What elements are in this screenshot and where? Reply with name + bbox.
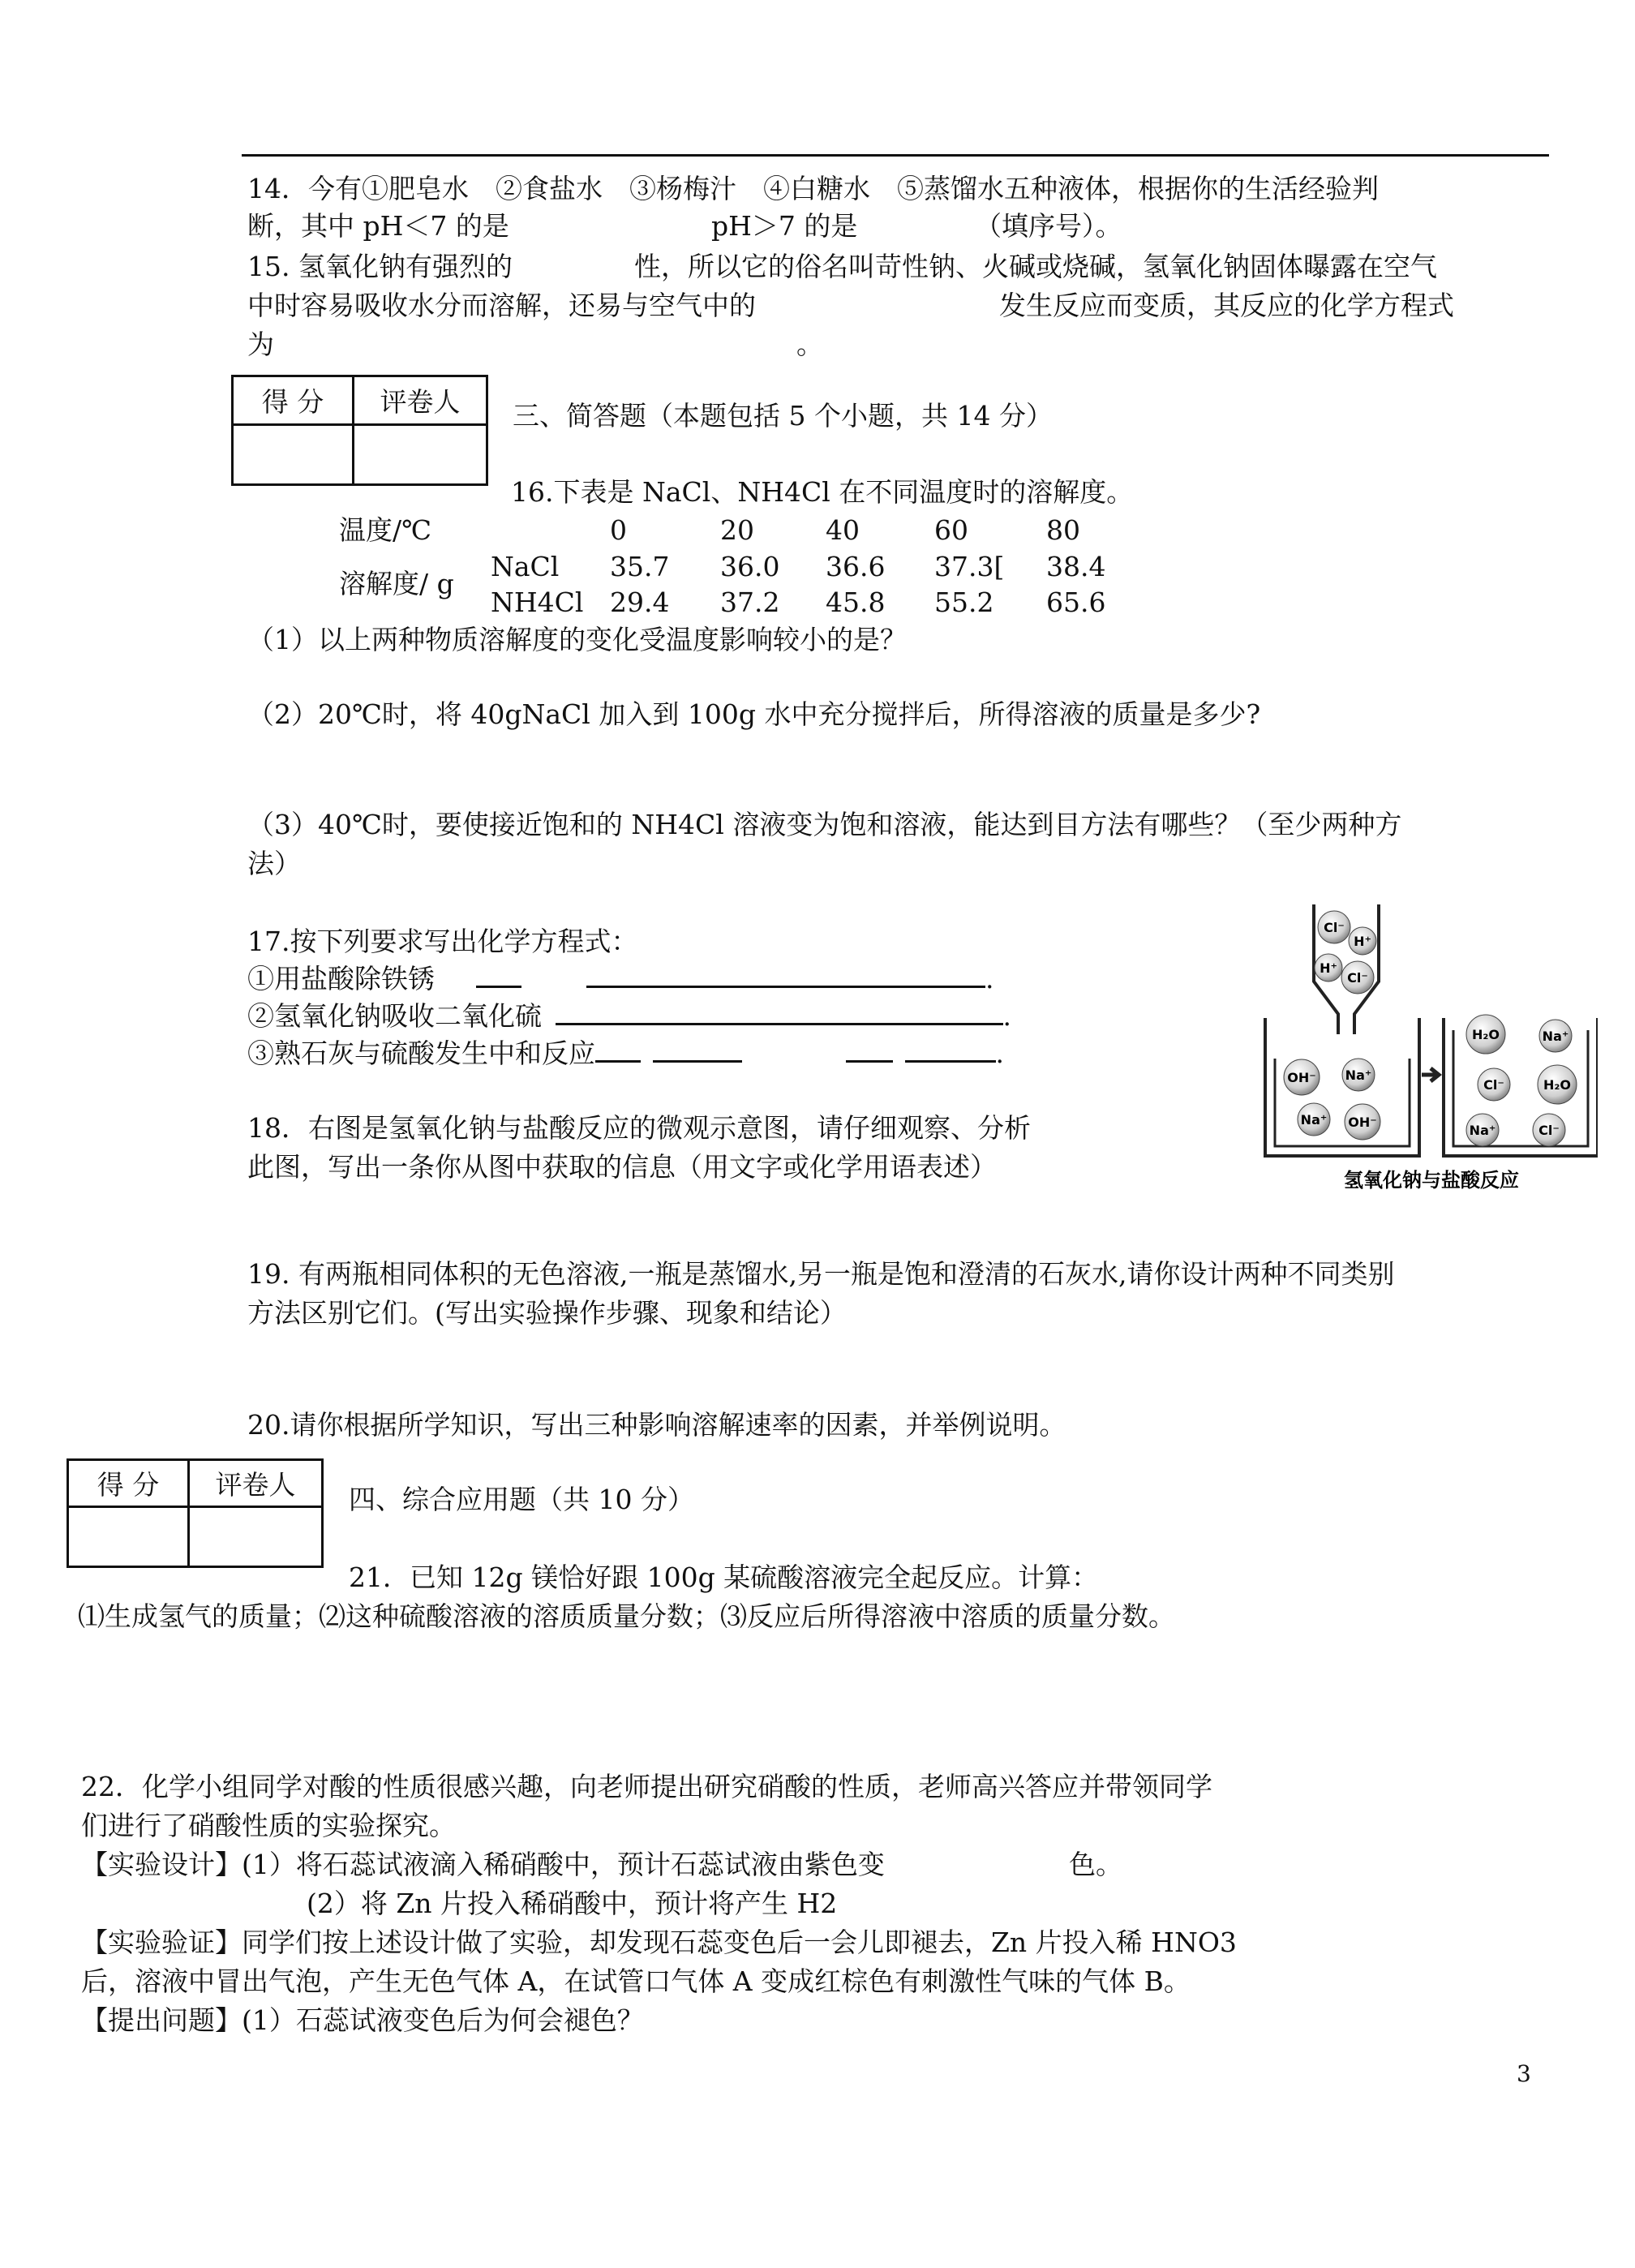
q15-line3-a: 为: [247, 329, 274, 360]
nh4cl-60: 55.2: [934, 586, 994, 618]
temp-80: 80: [1046, 514, 1080, 546]
q15-line2-b: 发生反应而变质，其反应的化学方程式: [999, 290, 1454, 321]
q21-line1: 21．已知 12g 镁恰好跟 100g 某硫酸溶液完全起反应。计算：: [349, 1561, 1099, 1593]
q19-line1: 19. 有两瓶相同体积的无色溶液,一瓶是蒸馏水,另一瓶是饱和澄清的石灰水,请你设计两种不同类别: [247, 1258, 1395, 1290]
q17-item3-end: .: [995, 1037, 1004, 1069]
right-ion-6: Cl⁻: [1538, 1123, 1560, 1138]
score-box-2-col1: 得 分: [68, 1460, 189, 1507]
q15-line1-a: 15. 氢氧化钠有强烈的: [247, 251, 513, 282]
q16-intro: 16.下表是 NaCl、NH4Cl 在不同温度时的溶解度。: [511, 476, 1134, 508]
temp-60: 60: [934, 514, 968, 546]
q16-part2: （2）20℃时，将 40gNaCl 加入到 100g 水中充分搅拌后，所得溶液的质量是多少?: [247, 698, 1261, 730]
score-box-1-grader-cell[interactable]: [354, 425, 487, 485]
left-ion-1: OH⁻: [1287, 1070, 1316, 1085]
score-box-1-col2: 评卷人: [354, 376, 487, 425]
reaction-diagram: [1257, 904, 1598, 1196]
left-ion-2: Na⁺: [1345, 1067, 1372, 1083]
nacl-40: 36.6: [826, 551, 886, 582]
q20: 20.请你根据所学知识，写出三种影响溶解速率的因素，并举例说明。: [247, 1409, 1066, 1441]
nh4cl-20: 37.2: [720, 586, 780, 618]
funnel-ion-4: Cl⁻: [1347, 970, 1368, 986]
q21-line2: ⑴生成氢气的质量；⑵这种硫酸溶液的溶质质量分数；⑶反应后所得溶液中溶质的质量分数。: [78, 1600, 1175, 1632]
page-number: 3: [1517, 2060, 1531, 2087]
right-ion-4: H₂O: [1543, 1077, 1571, 1093]
row-nacl-name: NaCl: [491, 551, 560, 582]
q17-item1-end: .: [985, 963, 994, 994]
q22-line4: (2）将 Zn 片投入稀硝酸中，预计将产生 H2: [307, 1888, 838, 1919]
q17-item2-blank[interactable]: [556, 999, 1003, 1025]
funnel-ion-1: Cl⁻: [1324, 920, 1345, 935]
q18-line2: 此图，写出一条你从图中获取的信息（用文字或化学用语表述）: [247, 1151, 997, 1183]
right-ion-2: Na⁺: [1542, 1029, 1569, 1044]
score-box-1-score-cell[interactable]: [233, 425, 354, 485]
funnel-ion-3: H⁺: [1320, 960, 1337, 976]
nh4cl-80: 65.6: [1046, 586, 1106, 618]
nh4cl-40: 45.8: [826, 586, 886, 618]
score-box-2-grader-cell[interactable]: [189, 1507, 323, 1567]
q16-part3-line1: （3）40℃时，要使接近饱和的 NH4Cl 溶液变为饱和溶液，能达到目方法有哪些？（至少两种方: [247, 809, 1402, 840]
funnel-ion-2: H⁺: [1354, 934, 1371, 949]
q22-line3-a: 【实验设计】(1）将石蕊试液滴入稀硝酸中，预计石蕊试液由紫色变: [81, 1849, 885, 1880]
q18-line1: 18．右图是氢氧化钠与盐酸反应的微观示意图，请仔细观察、分析: [247, 1112, 1031, 1144]
left-ion-3: Na⁺: [1300, 1112, 1328, 1128]
q22-line5: 【实验验证】同学们按上述设计做了实验，却发现石蕊变色后一会儿即褪去，Zn 片投入稀 HNO3: [81, 1927, 1237, 1958]
solubility-temp-label: 温度/℃: [339, 514, 432, 546]
nacl-80: 38.4: [1046, 551, 1106, 582]
section-4-title: 四、综合应用题（共 10 分）: [349, 1484, 694, 1515]
q17-item2-label: ②氢氧化钠吸收二氧化硫: [247, 1000, 542, 1032]
score-box-2-col2: 评卷人: [189, 1460, 323, 1507]
q16-part1: （1）以上两种物质溶解度的变化受温度影响较小的是？: [247, 624, 907, 655]
left-ion-4: OH⁻: [1348, 1115, 1377, 1130]
q17-item3-blank-b[interactable]: [653, 1036, 742, 1063]
score-box-2-score-cell[interactable]: [68, 1507, 189, 1567]
q14-line2-a: 断，其中 pH＜7 的是: [247, 210, 509, 242]
nacl-20: 36.0: [720, 551, 780, 582]
q22-line2: 们进行了硝酸性质的实验探究。: [81, 1810, 456, 1841]
q14-line2-c: （填序号）。: [975, 210, 1122, 242]
q17-item1-blank-b[interactable]: [586, 961, 985, 988]
q22-line6: 后，溶液中冒出气泡，产生无色气体 A，在试管口气体 A 变成红棕色有刺激性气味的气体 B。: [81, 1965, 1191, 1997]
q17-item1-label: ①用盐酸除铁锈: [247, 963, 435, 994]
q17-item1: [247, 960, 994, 998]
section-3-title: 三、简答题（本题包括 5 个小题，共 14 分）: [513, 400, 1053, 432]
q17-item3-blank-a[interactable]: [595, 1036, 641, 1063]
right-ion-3: Cl⁻: [1483, 1077, 1504, 1093]
q17-item3-blank-d[interactable]: [905, 1036, 996, 1063]
q17-item1-blank-a[interactable]: [476, 961, 521, 988]
nacl-0: 35.7: [610, 551, 670, 582]
temp-40: 40: [826, 514, 860, 546]
q17-item2-end: .: [1002, 1000, 1011, 1032]
q15-line1-b: 性，所以它的俗名叫苛性钠、火碱或烧碱，氢氧化钠固体曝露在空气: [634, 251, 1437, 282]
q14-line1: 14．今有①肥皂水 ②食盐水 ③杨梅汁 ④白糖水 ⑤蒸馏水五种液体，根据你的生活经验判: [247, 173, 1379, 204]
q17-item3: [247, 1035, 1004, 1072]
q22-line1: 22．化学小组同学对酸的性质很感兴趣，向老师提出研究硝酸的性质，老师高兴答应并带领同学: [81, 1771, 1212, 1802]
q17-intro: 17.按下列要求写出化学方程式：: [247, 926, 638, 957]
row-nh4cl-name: NH4Cl: [491, 586, 584, 618]
score-box-2: [67, 1458, 324, 1568]
diagram-caption: 氢氧化钠与盐酸反应: [1344, 1169, 1519, 1192]
q15-line3-b: 。: [796, 329, 823, 360]
arrow-right-icon: [1422, 1068, 1439, 1081]
q19-line2: 方法区别它们。(写出实验操作步骤、现象和结论）: [247, 1297, 847, 1329]
q15-line2-a: 中时容易吸收水分而溶解，还易与空气中的: [247, 290, 756, 321]
q22-line3-b: 色。: [1069, 1849, 1122, 1880]
q17-item3-blank-c[interactable]: [846, 1036, 893, 1063]
score-box-1: [231, 375, 488, 486]
nacl-60: 37.3[: [934, 551, 1005, 582]
q17-item3-label: ③熟石灰与硫酸发生中和反应: [247, 1037, 595, 1069]
nh4cl-0: 29.4: [610, 586, 670, 618]
score-box-1-col1: 得 分: [233, 376, 354, 425]
right-ion-1: H₂O: [1472, 1027, 1500, 1042]
q22-line7: 【提出问题】(1）石蕊试液变色后为何会褪色？: [81, 2004, 644, 2036]
q17-item2: [247, 998, 1011, 1035]
q16-part3-line2: 法）: [247, 848, 301, 879]
header-rule: [242, 154, 1549, 157]
temp-0: 0: [610, 514, 627, 546]
temp-20: 20: [720, 514, 754, 546]
solubility-label: 溶解度/ g: [339, 568, 454, 599]
q14-line2-b: pH＞7 的是: [711, 210, 858, 242]
right-ion-5: Na⁺: [1469, 1123, 1496, 1138]
